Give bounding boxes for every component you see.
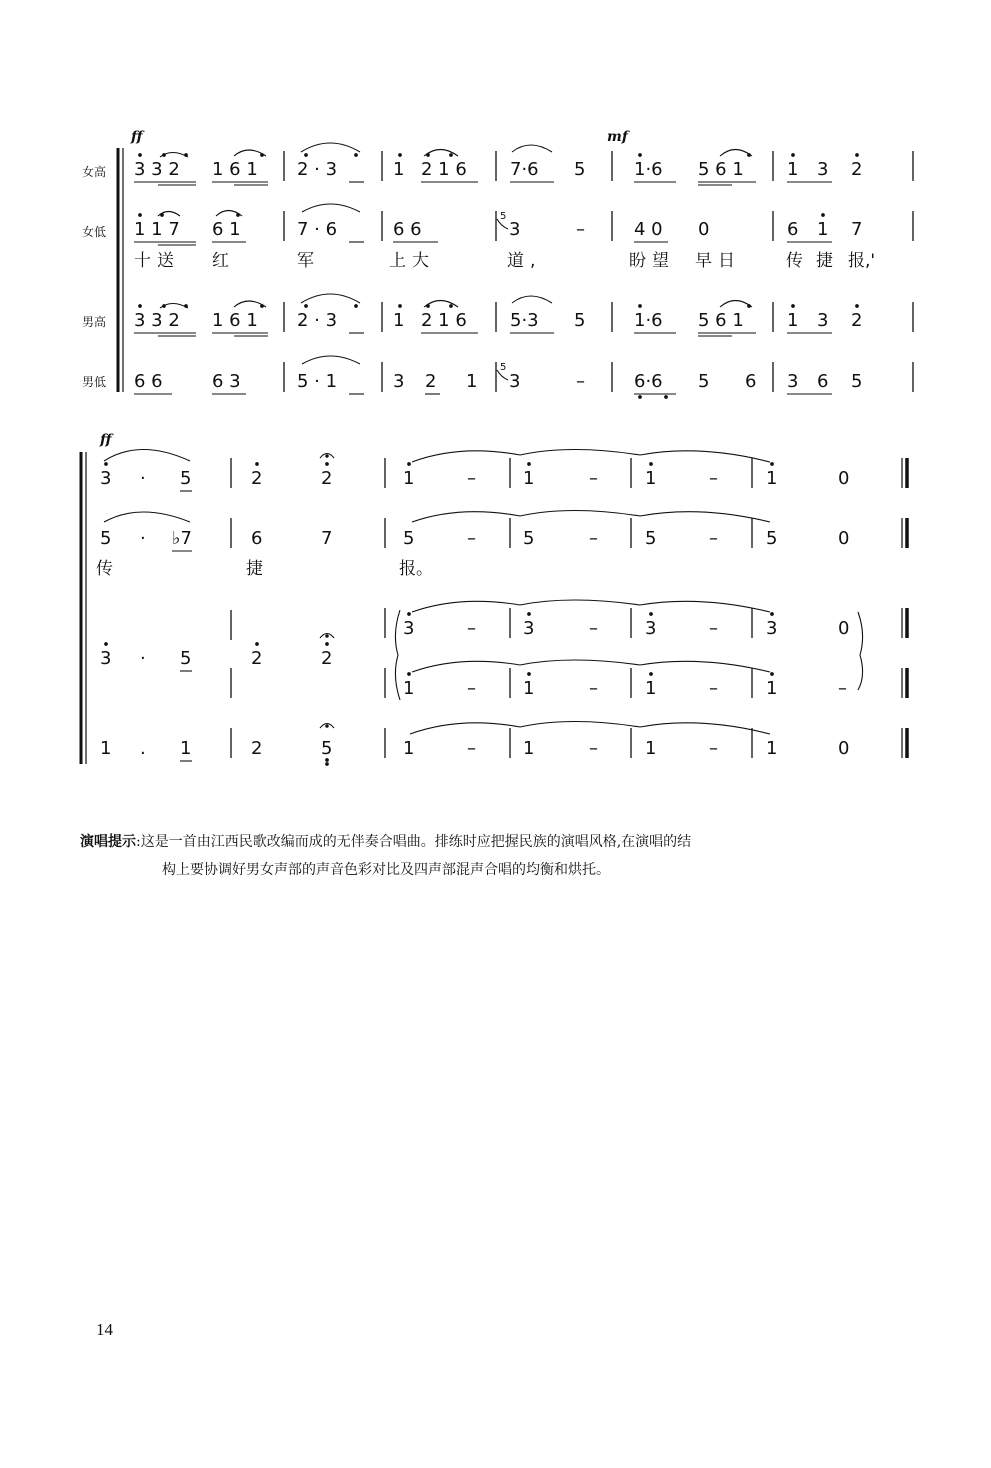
system2-tenor-marks bbox=[105, 600, 863, 700]
note-group: 6 1 bbox=[212, 219, 241, 240]
note-group: 6·6 bbox=[634, 371, 663, 392]
note-group: 7 bbox=[851, 219, 863, 240]
note-group: 3 3 2 bbox=[134, 159, 180, 180]
note: 2 bbox=[321, 468, 333, 489]
note: 1 bbox=[523, 468, 535, 489]
system1-soprano-row bbox=[134, 159, 862, 180]
grace-note: 5 bbox=[500, 211, 507, 222]
note-group: 6 bbox=[745, 371, 757, 392]
lyric: 早日 bbox=[695, 251, 741, 271]
lyric: 报。 bbox=[399, 559, 433, 579]
note-group: 2 bbox=[425, 371, 437, 392]
note-group: 6 6 bbox=[134, 371, 163, 392]
note: 2 bbox=[251, 648, 263, 669]
lyric: 传 bbox=[96, 559, 113, 579]
note-group: 2 bbox=[851, 159, 863, 180]
system1-lyrics bbox=[134, 251, 875, 271]
note: . bbox=[140, 738, 146, 759]
lyric: 捷 bbox=[246, 559, 263, 579]
note-group: 1·6 bbox=[634, 310, 663, 331]
note: – bbox=[589, 738, 598, 759]
note: 5 bbox=[645, 528, 657, 549]
note: – bbox=[709, 528, 718, 549]
note: 7 bbox=[321, 528, 333, 549]
part-label-tenor: 男高 bbox=[82, 315, 107, 329]
lyric: 上大 bbox=[389, 251, 435, 271]
note: – bbox=[467, 738, 476, 759]
note: 5 bbox=[321, 738, 333, 759]
note-group: 2 bbox=[851, 310, 863, 331]
note-group: 2 · 3 bbox=[297, 310, 338, 331]
note: 1 bbox=[766, 468, 778, 489]
note-group: 6 6 bbox=[393, 219, 422, 240]
note: 3 bbox=[766, 618, 778, 639]
note-group: 2 1 6 bbox=[421, 159, 467, 180]
note: – bbox=[709, 678, 718, 699]
note: – bbox=[467, 528, 476, 549]
lyric: 红 bbox=[212, 251, 235, 271]
note-group: 6 3 bbox=[212, 371, 241, 392]
note: 3 bbox=[100, 468, 112, 489]
note-group: 6 bbox=[787, 219, 799, 240]
note: – bbox=[589, 468, 598, 489]
note: 1 bbox=[645, 738, 657, 759]
system1-alto-row bbox=[134, 219, 862, 240]
dynamic-ff: ff bbox=[131, 129, 143, 145]
part-label-bass: 男低 bbox=[82, 375, 107, 389]
note: 0 bbox=[838, 468, 850, 489]
note-group: 2 · 3 bbox=[297, 159, 338, 180]
note: 0 bbox=[838, 738, 850, 759]
note: 6 bbox=[251, 528, 263, 549]
note: · bbox=[140, 468, 146, 489]
system2-bass-row bbox=[100, 738, 849, 759]
system2-soprano-marks bbox=[104, 450, 773, 492]
dynamic-mf: mf bbox=[607, 129, 628, 145]
system2-alto-row bbox=[100, 528, 849, 549]
lyric: 报,' bbox=[848, 251, 876, 271]
note-group: 5 6 1 bbox=[698, 159, 744, 180]
note: – bbox=[589, 528, 598, 549]
note: 2 bbox=[251, 468, 263, 489]
note-group: 1 6 1 bbox=[212, 159, 258, 180]
note: 3 bbox=[100, 648, 112, 669]
note-group: 3 bbox=[393, 371, 405, 392]
note: – bbox=[589, 678, 598, 699]
system2-tenor-lower-row bbox=[403, 678, 847, 699]
hint-line-1: :这是一首由江西民歌改编而成的无伴奏合唱曲。排练时应把握民族的演唱风格,在演唱的结 bbox=[136, 834, 692, 850]
note: 5 bbox=[180, 648, 192, 669]
note-group: 4 0 bbox=[634, 219, 663, 240]
note: 3 bbox=[403, 618, 415, 639]
note-group: 1 bbox=[787, 159, 799, 180]
note-group: 1 bbox=[466, 371, 478, 392]
note: 1 bbox=[180, 738, 192, 759]
lyric: 十送 bbox=[134, 251, 180, 271]
note: · bbox=[140, 528, 146, 549]
note-group: 1·6 bbox=[634, 159, 663, 180]
note: 5 bbox=[180, 468, 192, 489]
performance-hint bbox=[80, 828, 920, 884]
lyric: 捷 bbox=[816, 251, 839, 271]
note-group: 5 6 1 bbox=[698, 310, 744, 331]
note: 1 bbox=[403, 678, 415, 699]
note: – bbox=[589, 618, 598, 639]
note: 2 bbox=[321, 648, 333, 669]
note-group: – bbox=[576, 219, 585, 240]
note: 1 bbox=[100, 738, 112, 759]
note-group: 5·3 bbox=[510, 310, 539, 331]
note: 1 bbox=[766, 738, 778, 759]
system2-alto-marks bbox=[104, 511, 770, 552]
dynamic-ff: ff bbox=[100, 432, 112, 448]
note-group: 5 bbox=[574, 159, 586, 180]
note: – bbox=[709, 738, 718, 759]
grace-note: 5 bbox=[500, 362, 507, 373]
note: · bbox=[140, 648, 146, 669]
hint-line-2: 构上要协调好男女声部的声音色彩对比及四声部混声合唱的均衡和烘托。 bbox=[162, 862, 610, 878]
note: 2 bbox=[251, 738, 263, 759]
note: 0 bbox=[838, 528, 850, 549]
system2-lyrics bbox=[96, 559, 433, 579]
note-group: 7·6 bbox=[510, 159, 539, 180]
system2-tenor-upper-row bbox=[403, 618, 849, 639]
note: 1 bbox=[403, 468, 415, 489]
part-label-soprano: 女高 bbox=[82, 165, 107, 179]
part-label-alto: 女低 bbox=[82, 225, 107, 239]
system2-bracket bbox=[81, 452, 86, 764]
note-group: 5 bbox=[574, 310, 586, 331]
note: ♭7 bbox=[172, 528, 192, 549]
note: 3 bbox=[523, 618, 535, 639]
note: 5 bbox=[100, 528, 112, 549]
note-group: 1 bbox=[393, 310, 405, 331]
note: 1 bbox=[645, 468, 657, 489]
lyric: 道, bbox=[507, 251, 542, 271]
hint-label: 演唱提示 bbox=[80, 834, 136, 850]
note-group: 3 bbox=[817, 310, 829, 331]
note: – bbox=[467, 468, 476, 489]
note-group: 1 6 1 bbox=[212, 310, 258, 331]
note: – bbox=[709, 468, 718, 489]
note: – bbox=[467, 678, 476, 699]
note: 5 bbox=[523, 528, 535, 549]
page-number: 14 bbox=[96, 1320, 113, 1339]
note: 5 bbox=[403, 528, 415, 549]
note: – bbox=[838, 678, 847, 699]
system1-bracket bbox=[118, 148, 123, 392]
note-group: 0 bbox=[698, 219, 710, 240]
note-group: 1 bbox=[817, 219, 829, 240]
note: 1 bbox=[523, 678, 535, 699]
note-group: – bbox=[576, 371, 585, 392]
system2-tenor-row bbox=[100, 648, 332, 669]
note-group: 3 3 2 bbox=[134, 310, 180, 331]
note-group: 1 bbox=[393, 159, 405, 180]
note-group: 6 bbox=[817, 371, 829, 392]
note-group: 5 bbox=[851, 371, 863, 392]
note: – bbox=[709, 618, 718, 639]
note-group: 2 1 6 bbox=[421, 310, 467, 331]
note-group: 7 · 6 bbox=[297, 219, 338, 240]
note-group: 1 1 7 bbox=[134, 219, 180, 240]
note-group: 1 bbox=[787, 310, 799, 331]
lyric: 盼望 bbox=[629, 251, 675, 271]
note: 1 bbox=[403, 738, 415, 759]
note-group: 5 bbox=[698, 371, 710, 392]
note: 1 bbox=[766, 678, 778, 699]
lyric: 军 bbox=[297, 251, 320, 271]
note-group: 3 bbox=[787, 371, 799, 392]
note-group: 3 bbox=[509, 371, 521, 392]
note: 3 bbox=[645, 618, 657, 639]
note-group: 3 bbox=[817, 159, 829, 180]
note: 1 bbox=[523, 738, 535, 759]
note: 0 bbox=[838, 618, 850, 639]
note-group: 5 · 1 bbox=[297, 371, 338, 392]
lyric: 传 bbox=[786, 251, 809, 271]
system1-tenor-row bbox=[134, 310, 862, 331]
system1-bass-row bbox=[134, 371, 862, 392]
system2-soprano-row bbox=[100, 468, 849, 489]
note: 5 bbox=[766, 528, 778, 549]
note: 1 bbox=[645, 678, 657, 699]
note-group: 3 bbox=[509, 219, 521, 240]
note: – bbox=[467, 618, 476, 639]
